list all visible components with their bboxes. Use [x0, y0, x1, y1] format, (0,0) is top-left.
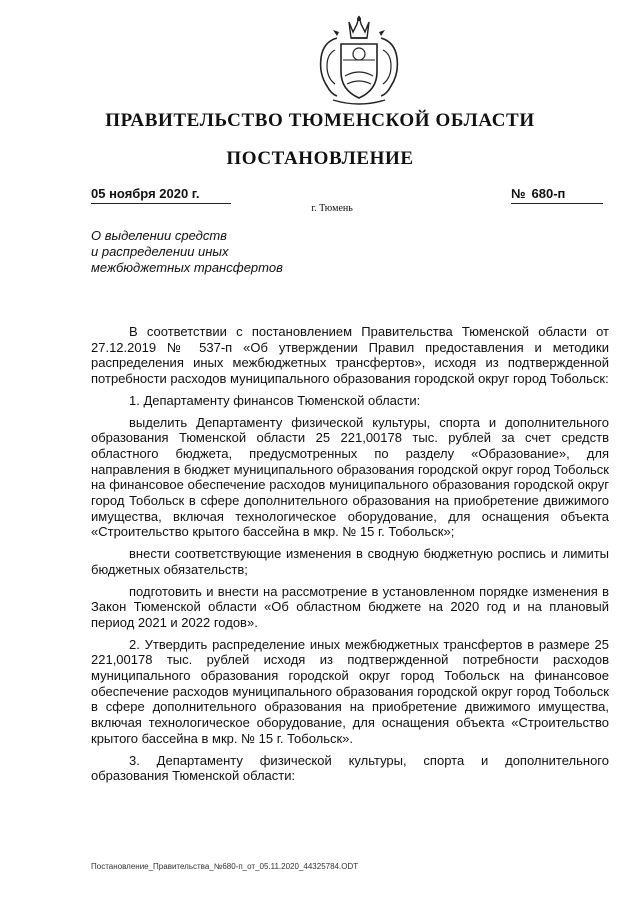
item-3-paragraph: 3. Департаменту физической культуры, спорта и дополнительного образования Тюменской области: — [91, 752, 609, 784]
document-body — [91, 324, 609, 790]
document-date: 05 ноября 2020 г. — [91, 186, 231, 204]
item-1-changes-paragraph: внести соответствующие изменения в сводную бюджетную роспись и лимиты бюджетных обязательств; — [91, 546, 609, 577]
government-title: ПРАВИТЕЛЬСТВО ТЮМЕНСКОЙ ОБЛАСТИ — [105, 110, 535, 131]
document-type: ПОСТАНОВЛЕНИЕ — [226, 148, 414, 169]
subject-line-1: О выделении средств — [91, 228, 227, 243]
subject-line-3: межбюджетных трансфертов — [91, 260, 283, 275]
subject-line-2: и распределении иных — [91, 244, 229, 259]
item-1-allocate-paragraph: выделить Департаменту физической культуры, спорта и дополнительного образования Тюменской области 25 221,00178 тыс. рублей за счет средств областного бюджета, предусмотренных по разделу «Образование», для направления в бюджет муниципального образования городской округ город Тобольск на финансовое обеспечение расходов муниципального образования городской округ город Тобольск в сфере дополнительного образования на приобретение движимого имущества, включая технологическое оборудование, для оснащения объекта «Строительство крытого бассейна в мкр. № 15 г. Тобольск»; — [91, 414, 609, 540]
item-1-heading: 1. Департаменту финансов Тюменской области: — [129, 392, 421, 408]
tyumen-coat-of-arms-icon — [307, 14, 411, 108]
item-1-law-paragraph: подготовить и внести на рассмотрение в установленном порядке изменения в Закон Тюменской области «Об областном бюджете на 2020 год и на плановый период 2021 и 2022 годов». — [91, 583, 609, 630]
footer-filename: Постановление_Правительства_№680-п_от_05.11.2020_44325784.ODT — [91, 862, 359, 871]
item-2-paragraph: 2. Утвердить распределение иных межбюджетных трансфертов в размере 25 221,00178 тыс. рублей исходя из подтвержденной потребности расходов муниципального образования городской округ город Тобольск на финансовое обеспечение расходов муниципального образования городской округ город Тобольск в сфере дополнительного образования на приобретение движимого имущества, включая технологическое оборудование, для оснащения объекта «Строительство крытого бассейна в мкр. № 15 г. Тобольск». — [91, 636, 609, 746]
number-sign: № — [511, 186, 526, 201]
preamble-paragraph: В соответствии с постановлением Правительства Тюменской области от 27.12.2019 № 537-п «Об утверждении Правил предоставления и методики распределения иных межбюджетных трансфертов», исходя из подтвержденной потребности расходов муниципального образования городской округ город Тобольск: — [91, 324, 609, 387]
number-value: 680-п — [531, 186, 566, 201]
document-number — [511, 186, 603, 204]
document-subject — [91, 228, 351, 276]
document-city: г. Тюмень — [311, 203, 353, 214]
